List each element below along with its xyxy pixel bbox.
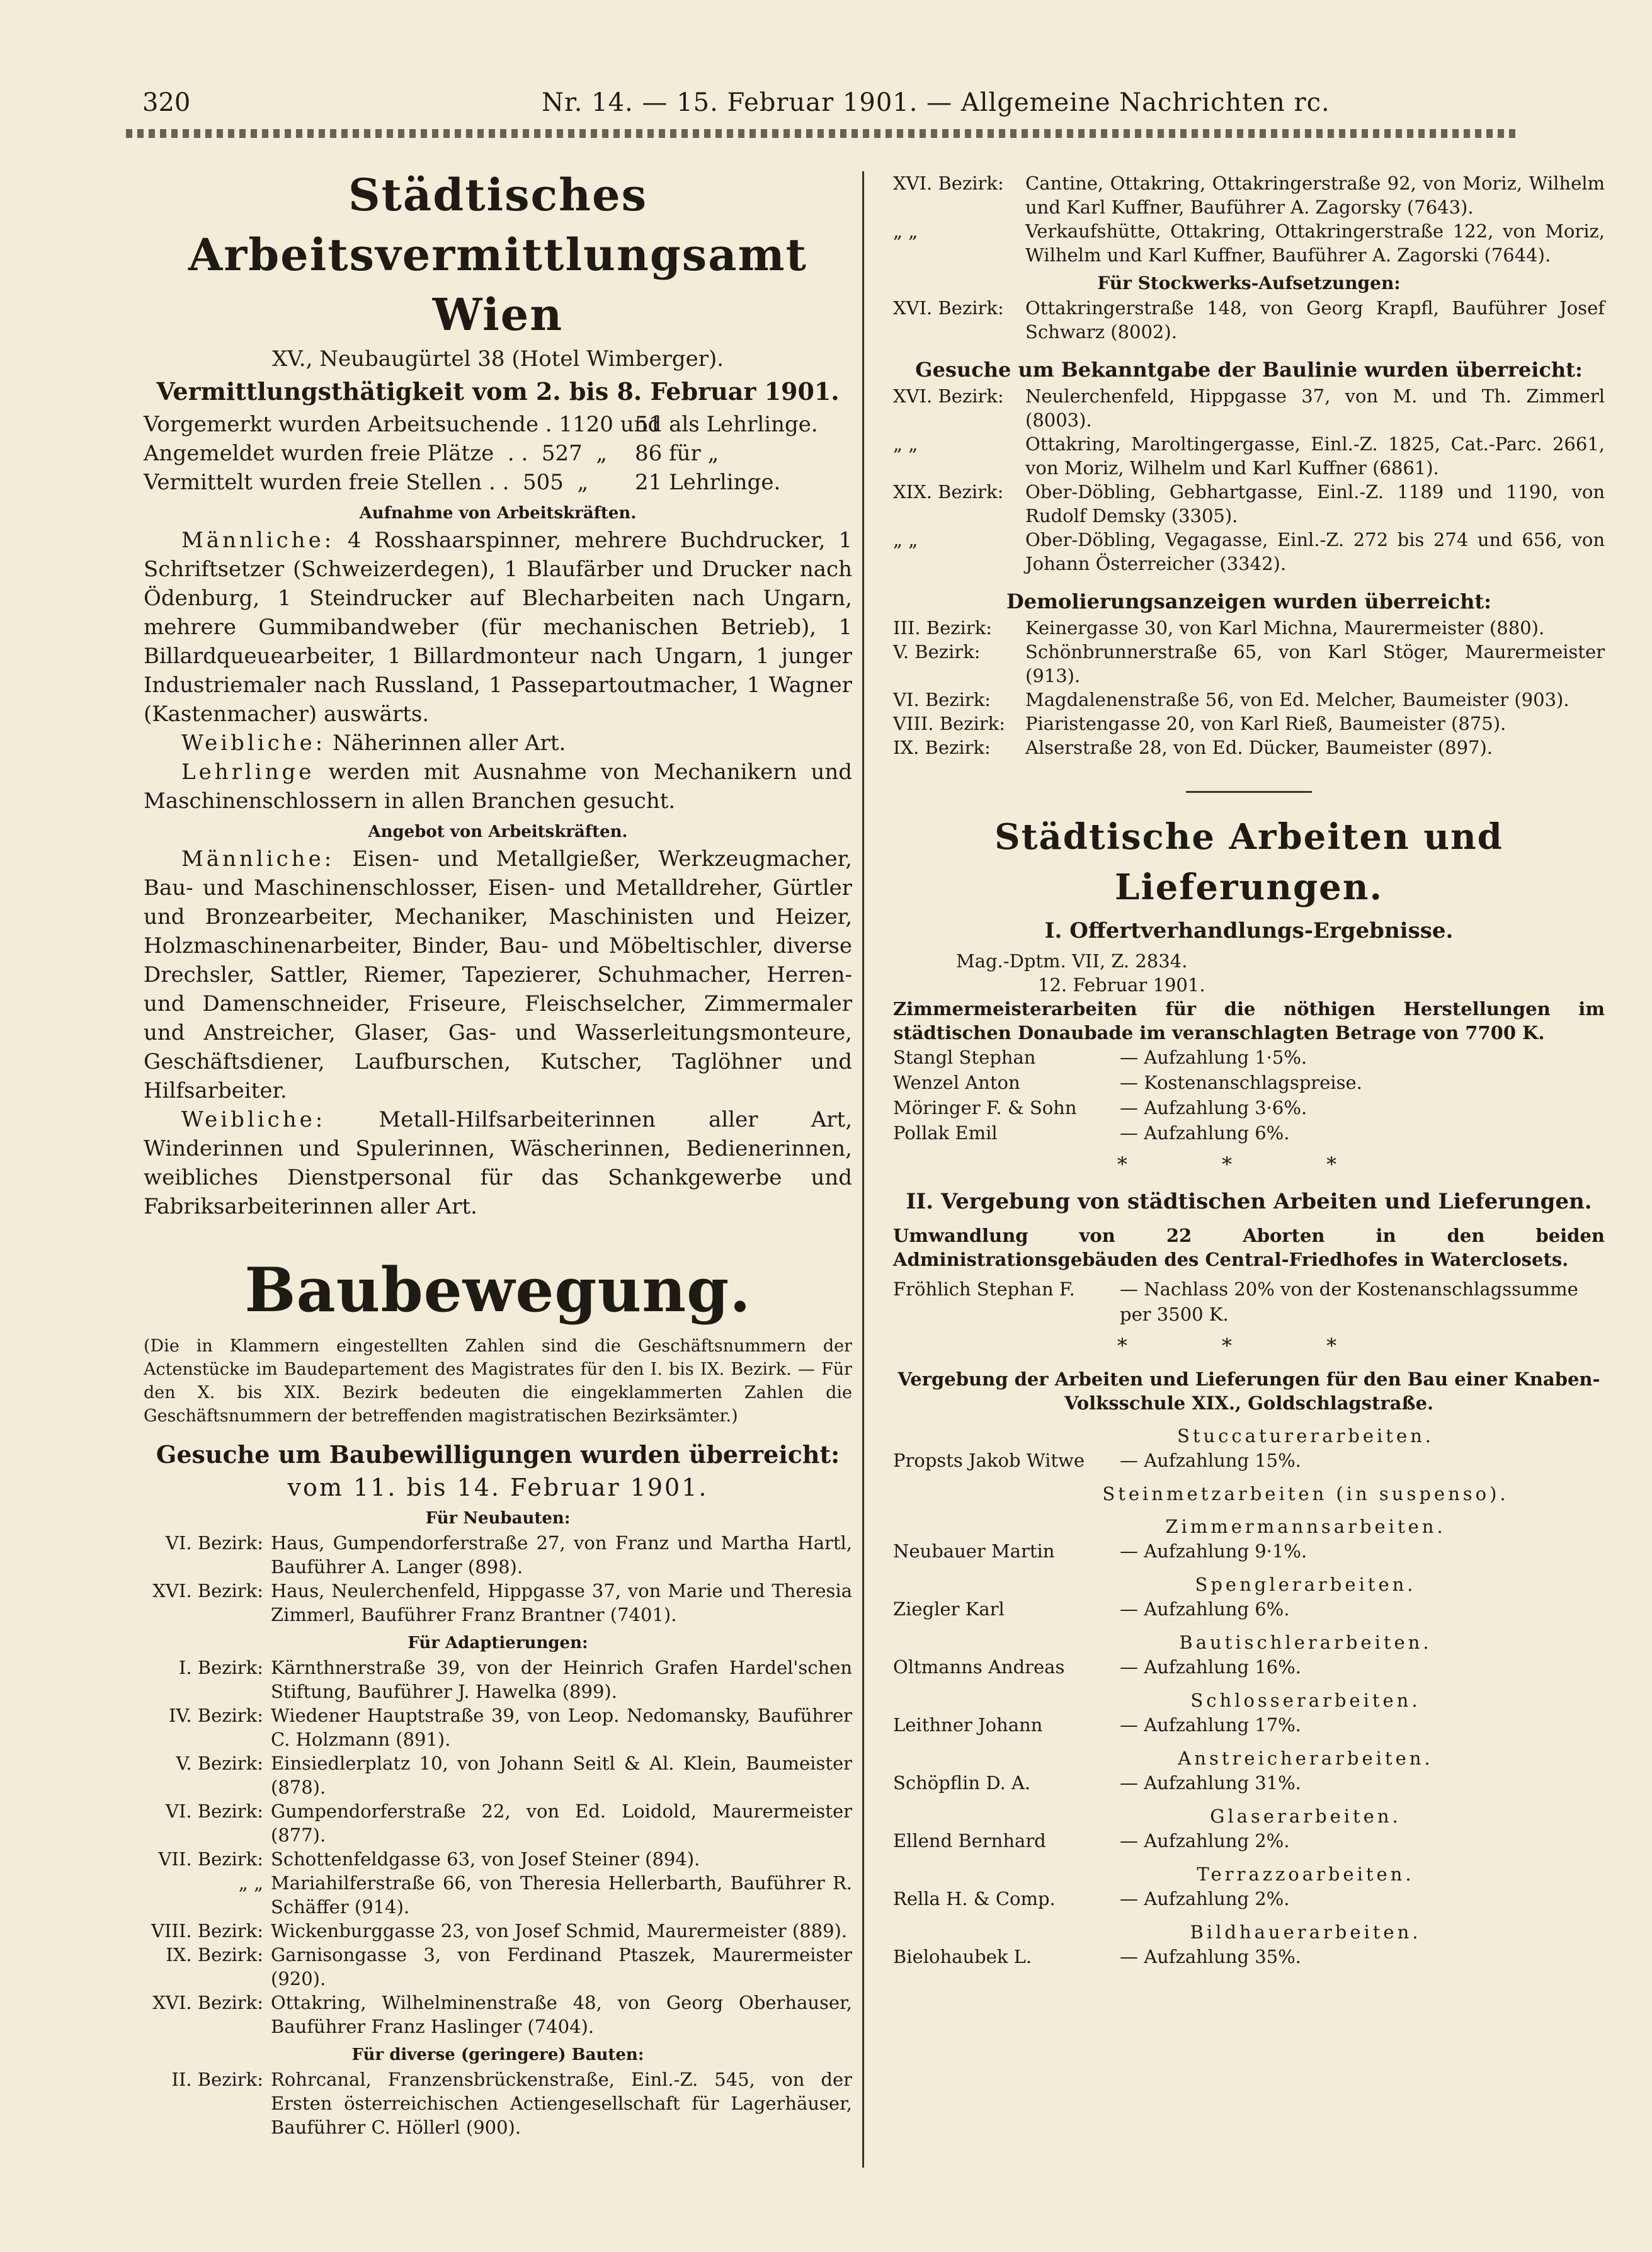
entry-text: Alserstraße 28, von Ed. Dücker, Baumeister (897).: [1025, 737, 1493, 758]
entry-text: Magdalenenstraße 56, von Ed. Melcher, Baumeister (903).: [1025, 689, 1569, 710]
trade-name: Anstreicherarbeiten.: [1178, 1748, 1433, 1769]
entry-text: Ottakring, Wilhelminenstraße 48, von Georg Oberhauser, Bauführer Franz Haslinger (7404).: [271, 1992, 852, 2037]
list-item: [893, 219, 1605, 267]
bid-row: [893, 1828, 1605, 1853]
entry-text: Schottenfeldgasse 63, von Josef Steiner (894).: [271, 1848, 700, 1870]
entry-text: Haus, Neulerchenfeld, Hippgasse 37, von Marie und Theresia Zimmerl, Bauführer Franz Brantner (7401).: [271, 1580, 852, 1625]
trade-name: Steinmetzarbeiten (in suspenso).: [1102, 1483, 1509, 1504]
trade-block: [893, 1482, 1605, 1506]
bidder-name: Stangl Stephan: [893, 1047, 1036, 1068]
baubewegung-note: (Die in Klammern eingestellten Zahlen sind die Geschäftsnummern der Actenstücke im Baudepartement des Magistrates für den I. bis IX. Bezirk. — Für den X. bis XIX. Bezirk bedeuten die eingeklammerten Zahlen die Geschäftsnummern der betreffenden magistratischen Bezirksämter.): [144, 1336, 852, 1426]
district-label: XVI. Bezirk:: [893, 385, 1004, 407]
angebot-male-text: Eisen- und Metallgießer, Werkzeugmacher, Bau- und Maschinenschlosser, Eisen- und Metalldreher, Gürtler und Bronzearbeiter, Mechaniker, Maschinisten und Heizer, Holzmaschinenarbeiter, Binder, Bau- und Möbeltischler, diverse Drechsler, Sattler, Riemer, Tapezierer, Schuhmacher, Herren- und Damenschneider, Friseure, Fleischselcher, Zimmermaler und Anstreicher, Glaser, Gas- und Wasserleitungsmonteure, Geschäftsdiener, Laufburschen, Kutscher, Taglöhner und Hilfsarbeiter.: [144, 846, 852, 1103]
bid-row: [893, 1654, 1605, 1680]
aufnahme-male-label: Männliche:: [181, 528, 335, 553]
district-label: VI. Bezirk:: [893, 689, 991, 710]
bid-value: — Kostenanschlagspreise.: [1120, 1072, 1362, 1093]
entry-text: Schönbrunnerstraße 65, von Karl Stöger, Maurermeister (913).: [1025, 641, 1605, 686]
trade-block: [893, 1920, 1605, 1969]
bidder-name: Pollak Emil: [893, 1122, 998, 1144]
entry-text: Neulerchenfeld, Hippgasse 37, von M. und Th. Zimmerl (8003).: [1025, 385, 1605, 431]
trade-block: [893, 1804, 1605, 1853]
list-item: [144, 1919, 852, 1943]
trade-block: [893, 1424, 1605, 1473]
bid-value: — Aufzahlung 31%.: [1120, 1772, 1301, 1794]
bid-row: [893, 1886, 1605, 1911]
bid-row: [893, 1712, 1605, 1737]
offert-heading: I. Offertverhandlungs-Ergebnisse.: [1044, 918, 1454, 943]
arbeiten-title: Städtische Arbeiten und Lieferungen.: [994, 816, 1503, 908]
stats-table: [144, 410, 852, 497]
stockwerk-heading: Für Stockwerks-Aufsetzungen:: [1097, 273, 1401, 293]
list-item: [144, 1703, 852, 1751]
bidder-name: Fröhlich Stephan F.: [893, 1278, 1075, 1300]
district-label: VI. Bezirk:: [165, 1532, 263, 1554]
stats-row: [144, 439, 852, 468]
district-label: VI. Bezirk:: [165, 1800, 263, 1822]
offert-bids: [893, 1045, 1605, 1146]
stats-extra: 21 Lehrlinge.: [635, 470, 781, 495]
list-item: [144, 1751, 852, 1799]
entry-text: Ober-Döbling, Gebhartgasse, Einl.-Z. 1189 und 1190, von Rudolf Demsky (3305).: [1025, 481, 1605, 526]
bidder-name: Ziegler Karl: [893, 1598, 1005, 1620]
district-label: XIX. Bezirk:: [893, 481, 1004, 503]
gesuche-heading: Gesuche um Baubewilligungen wurden überreicht:: [156, 1440, 840, 1469]
district-label: XVI. Bezirk:: [893, 173, 1004, 194]
asterism: * * *: [1117, 1334, 1381, 1358]
entry-text: Kärnthnerstraße 39, von der Heinrich Grafen Hardel'schen Stiftung, Bauführer J. Hawelka (899).: [271, 1657, 852, 1702]
trade-name: Zimmermannsarbeiten.: [1165, 1516, 1446, 1537]
office-address: XV., Neubaugürtel 38 (Hotel Wimberger).: [271, 346, 724, 372]
bid-value: — Aufzahlung 6%.: [1120, 1122, 1290, 1144]
list-item: [893, 688, 1605, 712]
district-label: III. Bezirk:: [893, 617, 993, 639]
aufnahme-male-paragraph: [144, 526, 852, 729]
trade-block: [893, 1746, 1605, 1795]
entry-text: Wickenburggasse 23, von Josef Schmid, Maurermeister (889).: [271, 1920, 848, 1942]
list-item: [144, 2067, 852, 2139]
list-item: [893, 736, 1605, 759]
bid-row: [893, 1277, 1605, 1327]
right-column: [893, 171, 1605, 1969]
offert-date: 12. Februar 1901.: [1038, 974, 1205, 996]
stats-row: [144, 468, 852, 497]
stats-label: Vermittelt wurden freie Stellen . . 505 „: [144, 470, 589, 495]
bid-value: — Aufzahlung 15%.: [1120, 1450, 1301, 1471]
bau-listings: [144, 1506, 852, 2139]
page-number: 320: [142, 88, 191, 117]
trade-block: [893, 1862, 1605, 1911]
entry-text: Garnisongasse 3, von Ferdinand Ptaszek, Maurermeister (920).: [271, 1944, 852, 1989]
list-item: [144, 1943, 852, 1991]
angebot-male-paragraph: [144, 844, 852, 1105]
entry-text: Haus, Gumpendorferstraße 27, von Franz und Martha Hartl, Bauführer A. Langer (898).: [271, 1532, 852, 1578]
schule-description: Vergebung der Arbeiten und Lieferungen für den Bau einer Knaben-Volksschule XIX., Goldschlagstraße.: [897, 1368, 1600, 1414]
trade-name: Glaserarbeiten.: [1210, 1806, 1401, 1827]
entry-text: Cantine, Ottakring, Ottakringerstraße 92, von Moriz, Wilhelm und Karl Kuffner, Bauführer A. Zagorsky (7643).: [1025, 173, 1605, 218]
bid-value: — Aufzahlung 16%.: [1120, 1656, 1301, 1678]
bidder-name: Neubauer Martin: [893, 1540, 1055, 1562]
trade-name: Stuccaturerarbeiten.: [1176, 1425, 1435, 1447]
bid-value: — Aufzahlung 35%.: [1120, 1946, 1301, 1967]
column-divider: [862, 171, 864, 2168]
list-item: [893, 384, 1605, 432]
neubauten-heading: Für Neubauten:: [425, 1509, 571, 1528]
aufnahme-female-text: Näherinnen aller Art.: [333, 731, 566, 756]
trade-block: [893, 1572, 1605, 1622]
spacer: [893, 576, 1605, 587]
bidder-name: Rella H. & Comp.: [893, 1888, 1056, 1909]
asterism: * * *: [1117, 1152, 1381, 1176]
district-label: V. Bezirk:: [176, 1753, 263, 1774]
vergebung-heading: II. Vergebung von städtischen Arbeiten und Lieferungen.: [906, 1189, 1592, 1214]
office-title: Städtisches Arbeitsvermittlungsamt Wien: [188, 169, 807, 341]
bid-row: [893, 1120, 1605, 1146]
entry-text: Ottakring, Maroltingergasse, Einl.-Z. 1825, Cat.-Parc. 2661, von Moriz, Wilhelm und Karl Kuffner (6861).: [1025, 433, 1605, 479]
aufnahme-female-label: Weibliche:: [181, 731, 326, 756]
section-divider: [1186, 791, 1312, 793]
district-label: IV. Bezirk:: [169, 1705, 263, 1726]
trade-name: Terrazzoarbeiten.: [1197, 1863, 1415, 1885]
trade-name: Bautischlerarbeiten.: [1179, 1632, 1432, 1653]
list-item: [144, 1656, 852, 1703]
adaptierungen-heading: Für Adaptierungen:: [407, 1634, 588, 1652]
district-label: „ „: [238, 1872, 263, 1894]
lehrlinge-paragraph: [144, 758, 852, 816]
diverse-heading: Für diverse (geringere) Bauten:: [351, 2045, 644, 2064]
umwandlung-description: Umwandlung von 22 Aborten in den beiden Administrationsgebäuden des Central-Friedhofes in Waterclosets.: [893, 1225, 1605, 1270]
bid-value: — Aufzahlung 2%.: [1120, 1830, 1290, 1851]
list-item: [144, 1871, 852, 1919]
list-item: [144, 1799, 852, 1847]
offert-description: Zimmermeisterarbeiten für die nöthigen Herstellungen im städtischen Donaubade im veranschlagten Betrage von 7700 K.: [893, 998, 1605, 1044]
entry-text: Wiedener Hauptstraße 39, von Leop. Nedomansky, Bauführer C. Holzmann (891).: [271, 1705, 852, 1750]
district-label: „ „: [893, 529, 918, 550]
list-item: [893, 640, 1605, 688]
district-label: II. Bezirk:: [171, 2069, 263, 2090]
district-label: VIII. Bezirk:: [151, 1920, 263, 1942]
district-label: I. Bezirk:: [178, 1657, 263, 1678]
bid-value: — Aufzahlung 9·1%.: [1120, 1540, 1307, 1562]
offert-ref: Mag.-Dptm. VII, Z. 2834.: [956, 950, 1188, 972]
angebot-female-paragraph: [144, 1105, 852, 1221]
district-label: XVI. Bezirk:: [152, 1992, 263, 2013]
trade-block: [893, 1515, 1605, 1564]
list-item: [893, 432, 1605, 480]
lehrlinge-text: werden mit Ausnahme von Mechanikern und Maschinenschlossern in allen Branchen gesucht.: [144, 759, 853, 814]
trade-name: Schlosserarbeiten.: [1190, 1690, 1421, 1711]
aufnahme-male-text: 4 Rosshaarspinner, mehrere Buchdrucker, 1 Schriftsetzer (Schweizerdegen), 1 Blaufärber und Drucker nach Ödenburg, 1 Steindrucker auf Blecharbeiten nach Ungarn, mehrere Gummibandweber (für mechanischen Betrieb), 1 Billardqueuearbeiter, 1 Billardmonteur nach Ungarn, 1 junger Industriemaler nach Russland, 1 Passepartoutmacher, 1 Wagner (Kastenmacher) auswärts.: [144, 528, 852, 727]
bid-row: [893, 1070, 1605, 1095]
bidder-name: Oltmanns Andreas: [893, 1656, 1065, 1678]
demolierung-heading: Demolierungsanzeigen wurden überreicht:: [1006, 589, 1491, 613]
list-item: [893, 480, 1605, 528]
aufnahme-female-paragraph: [144, 729, 852, 758]
bid-value: — Aufzahlung 3·6%.: [1120, 1097, 1307, 1118]
angebot-male-label: Männliche:: [181, 846, 335, 872]
bid-value: — Aufzahlung 6%.: [1120, 1598, 1290, 1620]
entry-text: Mariahilferstraße 66, von Theresia Hellerbarth, Bauführer R. Schäffer (914).: [271, 1872, 852, 1918]
lehrlinge-label: Lehrlinge: [181, 759, 315, 785]
list-item: [144, 1531, 852, 1579]
angebot-female-text: Metall-Hilfsarbeiterinnen aller Art, Winderinnen und Spulerinnen, Wäscherinnen, Bedienerinnen, weibliches Dienstpersonal für das Schankgewerbe und Fabriksarbeiterinnen aller Art.: [144, 1107, 853, 1219]
district-label: VII. Bezirk:: [158, 1848, 263, 1870]
entry-text: Ober-Döbling, Vegagasse, Einl.-Z. 272 bis 274 und 656, von Johann Österreicher (3342).: [1025, 529, 1605, 574]
trade-name: Bildhauerarbeiten.: [1190, 1921, 1421, 1943]
entry-text: Einsiedlerplatz 10, von Johann Seitl & Al. Klein, Baumeister (878).: [271, 1753, 852, 1798]
aufnahme-heading: Aufnahme von Arbeitskräften.: [359, 504, 637, 523]
angebot-female-label: Weibliche:: [181, 1107, 326, 1132]
gesuche-period: vom 11. bis 14. Februar 1901.: [287, 1474, 709, 1501]
district-label: „ „: [893, 433, 918, 455]
entry-text: Gumpendorferstraße 22, von Ed. Loidold, Maurermeister (877).: [271, 1800, 852, 1846]
header-divider: [126, 129, 1518, 138]
bid-value: — Aufzahlung 2%.: [1120, 1888, 1290, 1909]
bid-row: [893, 1095, 1605, 1120]
bidder-name: Propsts Jakob Witwe: [893, 1450, 1085, 1471]
baubewegung-title: Baubewegung.: [244, 1254, 751, 1326]
list-item: [144, 1579, 852, 1627]
period-heading: Vermittlungsthätigkeit vom 2. bis 8. Februar 1901.: [156, 377, 840, 406]
list-item: [144, 1847, 852, 1871]
stats-extra: 51 als Lehrlinge.: [635, 412, 818, 437]
district-label: V. Bezirk:: [893, 641, 981, 663]
bid-row: [893, 1596, 1605, 1622]
list-item: [893, 296, 1605, 344]
district-label: IX. Bezirk:: [166, 1944, 263, 1965]
entry-text: Keinergasse 30, von Karl Michna, Maurermeister (880).: [1025, 617, 1545, 639]
bid-value: — Aufzahlung 17%.: [1120, 1714, 1301, 1736]
district-label: „ „: [893, 220, 918, 242]
stats-label: Angemeldet wurden freie Plätze . . 527 „: [144, 441, 608, 466]
trade-block: [893, 1630, 1605, 1680]
entry-text: Verkaufshütte, Ottakring, Ottakringerstraße 122, von Moriz, Wilhelm und Karl Kuffner, Bauführer A. Zagorski (7644).: [1025, 220, 1605, 266]
bidder-name: Ellend Bernhard: [893, 1830, 1046, 1851]
issue-title: Nr. 14. — 15. Februar 1901. — Allgemeine Nachrichten rc.: [542, 88, 1330, 117]
list-item: [144, 1991, 852, 2039]
bid-row: [893, 1538, 1605, 1564]
spacer: [893, 344, 1605, 355]
stats-label: Vorgemerkt wurden Arbeitsuchende . 1120 und: [144, 412, 662, 437]
entry-text: Rohrcanal, Franzensbrückenstraße, Einl.-Z. 545, von der Ersten österreichischen Actiengesellschaft für Lagerhäuser, Bauführer C. Höllerl (900).: [271, 2069, 852, 2138]
bid-row: [893, 1045, 1605, 1070]
bid-value: — Nachlass 20% von der Kostenanschlagssumme per 3500 K.: [1120, 1278, 1578, 1325]
baulinie-heading: Gesuche um Bekanntgabe der Baulinie wurden überreicht:: [915, 358, 1583, 382]
trades-list: [893, 1424, 1605, 1969]
left-column: [144, 165, 852, 2139]
district-label: XVI. Bezirk:: [893, 297, 1004, 319]
angebot-heading: Angebot von Arbeitskräften.: [368, 822, 628, 841]
stats-row: [144, 410, 852, 439]
entry-text: Ottakringerstraße 148, von Georg Krapfl, Bauführer Josef Schwarz (8002).: [1025, 297, 1605, 343]
bid-value: — Aufzahlung 1·5%.: [1120, 1047, 1307, 1068]
trade-block: [893, 1688, 1605, 1737]
bid-row: [893, 1448, 1605, 1473]
bidder-name: Leithner Johann: [893, 1714, 1043, 1736]
list-item: [893, 616, 1605, 640]
list-item: [893, 712, 1605, 736]
page-header: [126, 88, 1512, 132]
entry-text: Piaristengasse 20, von Karl Rieß, Baumeister (875).: [1025, 713, 1507, 734]
trade-name: Spenglerarbeiten.: [1195, 1574, 1416, 1595]
bidder-name: Schöpflin D. A.: [893, 1772, 1031, 1794]
bidder-name: Wenzel Anton: [893, 1072, 1020, 1093]
list-item: [893, 528, 1605, 576]
district-label: XVI. Bezirk:: [152, 1580, 263, 1601]
bidder-name: Möringer F. & Sohn: [893, 1097, 1077, 1118]
bidder-name: Bielohaubek L.: [893, 1946, 1032, 1967]
district-label: IX. Bezirk:: [893, 737, 991, 758]
list-item: [893, 171, 1605, 219]
bid-row: [893, 1770, 1605, 1795]
bid-row: [893, 1944, 1605, 1969]
district-label: VIII. Bezirk:: [893, 713, 1005, 734]
stats-extra: 86 für „: [635, 441, 719, 466]
